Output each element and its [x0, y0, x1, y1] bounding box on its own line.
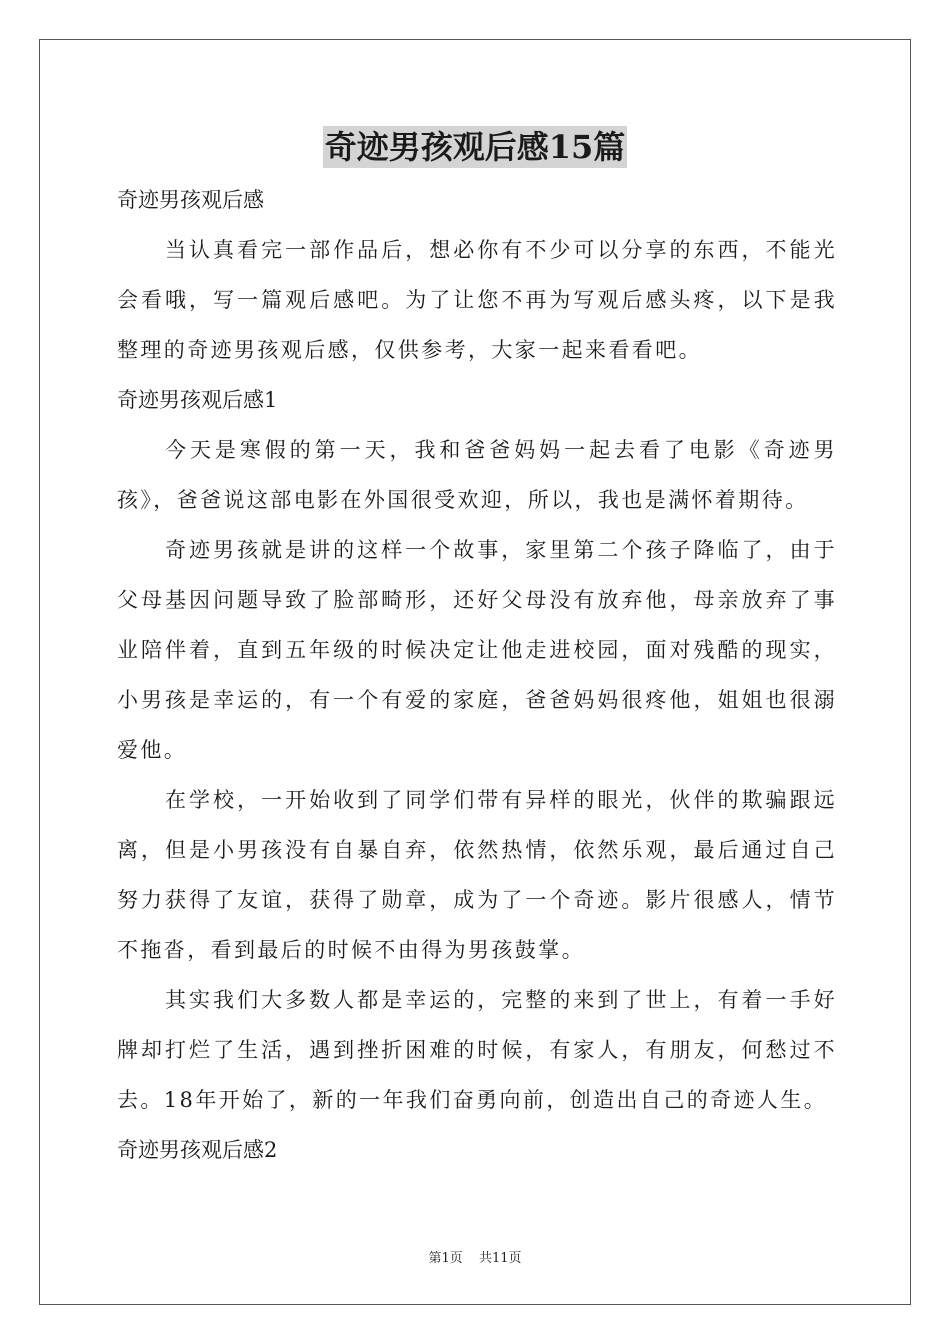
- paragraph: 今天是寒假的第一天，我和爸爸妈妈一起去看了电影《奇迹男孩》，爸爸说这部电影在外国很受欢迎，所以，我也是满怀着期待。: [117, 438, 837, 512]
- section-heading: 奇迹男孩观后感: [117, 188, 264, 212]
- section-heading: 奇迹男孩观后感1: [117, 388, 278, 412]
- page-footer: [0, 1247, 950, 1266]
- section-heading: 奇迹男孩观后感2: [117, 1138, 278, 1162]
- paragraph: 在学校，一开始收到了同学们带有异样的眼光，伙伴的欺骗跟远离，但是小男孩没有自暴自弃，依然热情，依然乐观，最后通过自己努力获得了友谊，获得了勋章，成为了一个奇迹。影片很感人，情节不拖沓，看到最后的时候不由得为男孩鼓掌。: [117, 788, 837, 962]
- paragraph: 其实我们大多数人都是幸运的，完整的来到了世上，有着一手好牌却打烂了生活，遇到挫折困难的时候，有家人，有朋友，何愁过不去。18年开始了，新的一年我们奋勇向前，创造出自己的奇迹人生。: [117, 988, 837, 1112]
- total-pages: 共11页: [478, 1251, 522, 1266]
- paragraph: 奇迹男孩就是讲的这样一个故事，家里第二个孩子降临了，由于父母基因问题导致了脸部畸形，还好父母没有放弃他，母亲放弃了事业陪伴着，直到五年级的时候决定让他走进校园，面对残酷的现实，小男孩是幸运的，有一个有爱的家庭，爸爸妈妈很疼他，姐姐也很溺爱他。: [117, 538, 837, 762]
- document-title: 奇迹男孩观后感15篇: [324, 128, 626, 166]
- document-body: [117, 175, 837, 1175]
- page-number: 第1页: [428, 1251, 463, 1266]
- paragraph: 当认真看完一部作品后，想必你有不少可以分享的东西，不能光会看哦，写一篇观后感吧。为了让您不再为写观后感头疼，以下是我整理的奇迹男孩观后感，仅供参考，大家一起来看看吧。: [117, 238, 837, 362]
- title-container: [0, 126, 950, 168]
